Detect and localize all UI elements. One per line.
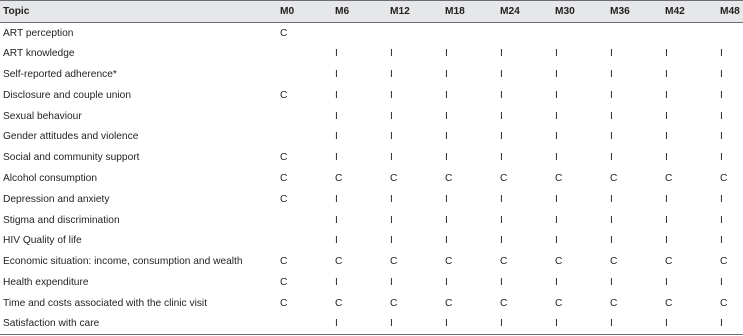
value-cell-m24: I bbox=[500, 110, 503, 122]
value-cell-m48: I bbox=[720, 131, 723, 143]
value-cell-m48: I bbox=[720, 235, 723, 247]
value-cell-m48: I bbox=[720, 110, 723, 122]
value-cell-m24: C bbox=[500, 297, 508, 309]
table-row bbox=[0, 210, 743, 231]
value-cell-m6: C bbox=[335, 256, 343, 268]
topic-cell: Gender attitudes and violence bbox=[3, 131, 139, 143]
value-cell-m12: I bbox=[390, 48, 393, 60]
value-cell-m0: C bbox=[280, 152, 288, 164]
value-cell-m30: I bbox=[555, 152, 558, 164]
value-cell-m6: I bbox=[335, 152, 338, 164]
value-cell-m42: I bbox=[665, 131, 668, 143]
value-cell-m18: I bbox=[445, 110, 448, 122]
value-cell-m12: I bbox=[390, 193, 393, 205]
value-cell-m12: C bbox=[390, 256, 398, 268]
value-cell-m0 bbox=[277, 106, 332, 127]
value-cell-m0 bbox=[277, 210, 332, 231]
value-cell-m0 bbox=[277, 43, 332, 64]
value-cell-m12: I bbox=[390, 68, 393, 80]
value-cell-m24: I bbox=[500, 193, 503, 205]
value-cell-m42: C bbox=[665, 297, 673, 309]
topic-cell: Social and community support bbox=[3, 152, 140, 164]
value-cell-m36: I bbox=[610, 276, 613, 288]
topic-cell: ART knowledge bbox=[3, 48, 75, 60]
value-cell-m36: I bbox=[610, 193, 613, 205]
value-cell-m48: I bbox=[720, 193, 723, 205]
value-cell-m6: I bbox=[335, 276, 338, 288]
value-cell-m24: I bbox=[500, 235, 503, 247]
column-header-m0: M0 bbox=[277, 1, 332, 23]
value-cell-m36: C bbox=[610, 297, 618, 309]
column-header-m36: M36 bbox=[607, 1, 662, 23]
topic-cell: Satisfaction with care bbox=[0, 314, 277, 335]
value-cell-m18: I bbox=[445, 131, 448, 143]
table-body bbox=[0, 23, 743, 335]
value-cell-m6: I bbox=[335, 68, 338, 80]
value-cell-m0: C bbox=[280, 193, 288, 205]
value-cell-m18: I bbox=[445, 152, 448, 164]
value-cell-m30: I bbox=[555, 235, 558, 247]
table-header bbox=[0, 1, 743, 23]
topic-cell: Self-reported adherence* bbox=[3, 68, 117, 80]
value-cell-m42: I bbox=[665, 68, 668, 80]
column-header-m18: M18 bbox=[442, 1, 497, 23]
topic-cell: Economic situation: income, consumption and wealth bbox=[3, 256, 243, 268]
value-cell-m36: C bbox=[610, 256, 618, 268]
value-cell-m6: I bbox=[335, 110, 338, 122]
value-cell-m24: I bbox=[500, 68, 503, 80]
value-cell-m12: C bbox=[390, 297, 398, 309]
value-cell-m24: I bbox=[497, 314, 552, 335]
value-cell-m6: C bbox=[335, 172, 343, 184]
value-cell-m30: I bbox=[555, 110, 558, 122]
value-cell-m30 bbox=[552, 23, 607, 44]
value-cell-m48: I bbox=[720, 276, 723, 288]
value-cell-m48 bbox=[717, 23, 743, 44]
table-row bbox=[0, 230, 743, 251]
value-cell-m0: C bbox=[280, 256, 288, 268]
value-cell-m0 bbox=[277, 230, 332, 251]
column-header-m6: M6 bbox=[332, 1, 387, 23]
value-cell-m36: I bbox=[610, 48, 613, 60]
value-cell-m24: I bbox=[500, 214, 503, 226]
value-cell-m42: I bbox=[665, 276, 668, 288]
table-row bbox=[0, 23, 743, 44]
topic-cell: HIV Quality of life bbox=[3, 235, 82, 247]
table-row bbox=[0, 168, 743, 189]
value-cell-m30: I bbox=[555, 48, 558, 60]
value-cell-m6: I bbox=[332, 314, 387, 335]
value-cell-m0: C bbox=[280, 172, 288, 184]
value-cell-m12: C bbox=[390, 172, 398, 184]
column-header-m24: M24 bbox=[497, 1, 552, 23]
value-cell-m48: I bbox=[717, 314, 743, 335]
value-cell-m30: C bbox=[555, 172, 563, 184]
value-cell-m12: I bbox=[390, 276, 393, 288]
topic-cell: Depression and anxiety bbox=[3, 193, 110, 205]
topic-cell: Sexual behaviour bbox=[3, 110, 82, 122]
value-cell-m36: I bbox=[610, 89, 613, 101]
topic-cell: Stigma and discrimination bbox=[3, 214, 120, 226]
value-cell-m42: C bbox=[665, 256, 673, 268]
value-cell-m36: I bbox=[610, 131, 613, 143]
value-cell-m18: C bbox=[445, 256, 453, 268]
table-row bbox=[0, 272, 743, 293]
value-cell-m18: I bbox=[445, 89, 448, 101]
value-cell-m24 bbox=[497, 23, 552, 44]
value-cell-m36: I bbox=[610, 152, 613, 164]
value-cell-m0 bbox=[277, 64, 332, 85]
topic-cell: Disclosure and couple union bbox=[3, 89, 131, 101]
value-cell-m42: I bbox=[665, 89, 668, 101]
value-cell-m0: C bbox=[280, 27, 288, 39]
value-cell-m36 bbox=[607, 23, 662, 44]
value-cell-m12: I bbox=[390, 235, 393, 247]
value-cell-m12: I bbox=[390, 214, 393, 226]
value-cell-m48: C bbox=[720, 297, 728, 309]
table-row bbox=[0, 106, 743, 127]
value-cell-m42: C bbox=[665, 172, 673, 184]
header-row bbox=[0, 1, 743, 23]
value-cell-m48: I bbox=[720, 152, 723, 164]
value-cell-m6: I bbox=[335, 48, 338, 60]
value-cell-m48: I bbox=[720, 48, 723, 60]
value-cell-m6: I bbox=[335, 193, 338, 205]
value-cell-m24: I bbox=[500, 131, 503, 143]
table-row bbox=[0, 64, 743, 85]
table-row bbox=[0, 126, 743, 147]
topic-cell: Alcohol consumption bbox=[3, 172, 98, 184]
value-cell-m30: C bbox=[555, 297, 563, 309]
column-header-m30: M30 bbox=[552, 1, 607, 23]
value-cell-m42: I bbox=[665, 48, 668, 60]
value-cell-m36: I bbox=[610, 214, 613, 226]
column-header-topic: Topic bbox=[0, 1, 277, 23]
value-cell-m24: C bbox=[500, 172, 508, 184]
value-cell-m48: I bbox=[720, 68, 723, 80]
table-row bbox=[0, 43, 743, 64]
table-row bbox=[0, 189, 743, 210]
value-cell-m30: I bbox=[555, 131, 558, 143]
column-header-m12: M12 bbox=[387, 1, 442, 23]
column-header-m42: M42 bbox=[662, 1, 717, 23]
value-cell-m42: I bbox=[665, 152, 668, 164]
value-cell-m12: I bbox=[390, 89, 393, 101]
value-cell-m48: I bbox=[720, 89, 723, 101]
value-cell-m12: I bbox=[390, 131, 393, 143]
value-cell-m36: C bbox=[610, 172, 618, 184]
value-cell-m0: C bbox=[280, 89, 288, 101]
value-cell-m0 bbox=[277, 126, 332, 147]
value-cell-m30: I bbox=[555, 68, 558, 80]
value-cell-m6 bbox=[332, 23, 387, 44]
topic-cell: Time and costs associated with the clinic visit bbox=[3, 297, 208, 309]
topic-cell: Health expenditure bbox=[3, 276, 89, 288]
table-row bbox=[0, 314, 743, 335]
value-cell-m18: I bbox=[445, 214, 448, 226]
value-cell-m42: I bbox=[665, 235, 668, 247]
value-cell-m30: C bbox=[555, 256, 563, 268]
table-row bbox=[0, 251, 743, 272]
value-cell-m30: I bbox=[555, 193, 558, 205]
topic-cell: ART perception bbox=[3, 27, 74, 39]
value-cell-m18: I bbox=[445, 68, 448, 80]
value-cell-m42: I bbox=[665, 214, 668, 226]
value-cell-m6: I bbox=[335, 235, 338, 247]
value-cell-m36: I bbox=[607, 314, 662, 335]
value-cell-m30: I bbox=[555, 276, 558, 288]
value-cell-m18: C bbox=[445, 172, 453, 184]
value-cell-m6: I bbox=[335, 214, 338, 226]
value-cell-m12: I bbox=[387, 314, 442, 335]
value-cell-m36: I bbox=[610, 235, 613, 247]
value-cell-m18: C bbox=[445, 297, 453, 309]
value-cell-m30: I bbox=[555, 89, 558, 101]
value-cell-m24: I bbox=[500, 48, 503, 60]
value-cell-m48: I bbox=[720, 214, 723, 226]
value-cell-m18: I bbox=[442, 314, 497, 335]
value-cell-m12 bbox=[387, 23, 442, 44]
value-cell-m0: C bbox=[280, 297, 288, 309]
value-cell-m48: C bbox=[720, 172, 728, 184]
value-cell-m42 bbox=[662, 23, 717, 44]
value-cell-m30: I bbox=[552, 314, 607, 335]
value-cell-m30: I bbox=[555, 214, 558, 226]
value-cell-m42: I bbox=[665, 110, 668, 122]
value-cell-m42: I bbox=[662, 314, 717, 335]
value-cell-m24: I bbox=[500, 152, 503, 164]
value-cell-m12: I bbox=[390, 152, 393, 164]
value-cell-m6: C bbox=[335, 297, 343, 309]
column-header-m48: M48 bbox=[717, 1, 743, 23]
value-cell-m18: I bbox=[445, 276, 448, 288]
value-cell-m0: C bbox=[280, 276, 288, 288]
value-cell-m24: C bbox=[500, 256, 508, 268]
table-row bbox=[0, 147, 743, 168]
value-cell-m6: I bbox=[335, 89, 338, 101]
value-cell-m24: I bbox=[500, 276, 503, 288]
value-cell-m6: I bbox=[335, 131, 338, 143]
value-cell-m24: I bbox=[500, 89, 503, 101]
value-cell-m36: I bbox=[610, 110, 613, 122]
value-cell-m12: I bbox=[390, 110, 393, 122]
value-cell-m36: I bbox=[610, 68, 613, 80]
table-row bbox=[0, 293, 743, 314]
table-row bbox=[0, 85, 743, 106]
value-cell-m42: I bbox=[665, 193, 668, 205]
value-cell-m48: C bbox=[720, 256, 728, 268]
value-cell-m18: I bbox=[445, 48, 448, 60]
value-cell-m18 bbox=[442, 23, 497, 44]
value-cell-m18: I bbox=[445, 193, 448, 205]
value-cell-m0 bbox=[277, 314, 332, 335]
value-cell-m18: I bbox=[445, 235, 448, 247]
